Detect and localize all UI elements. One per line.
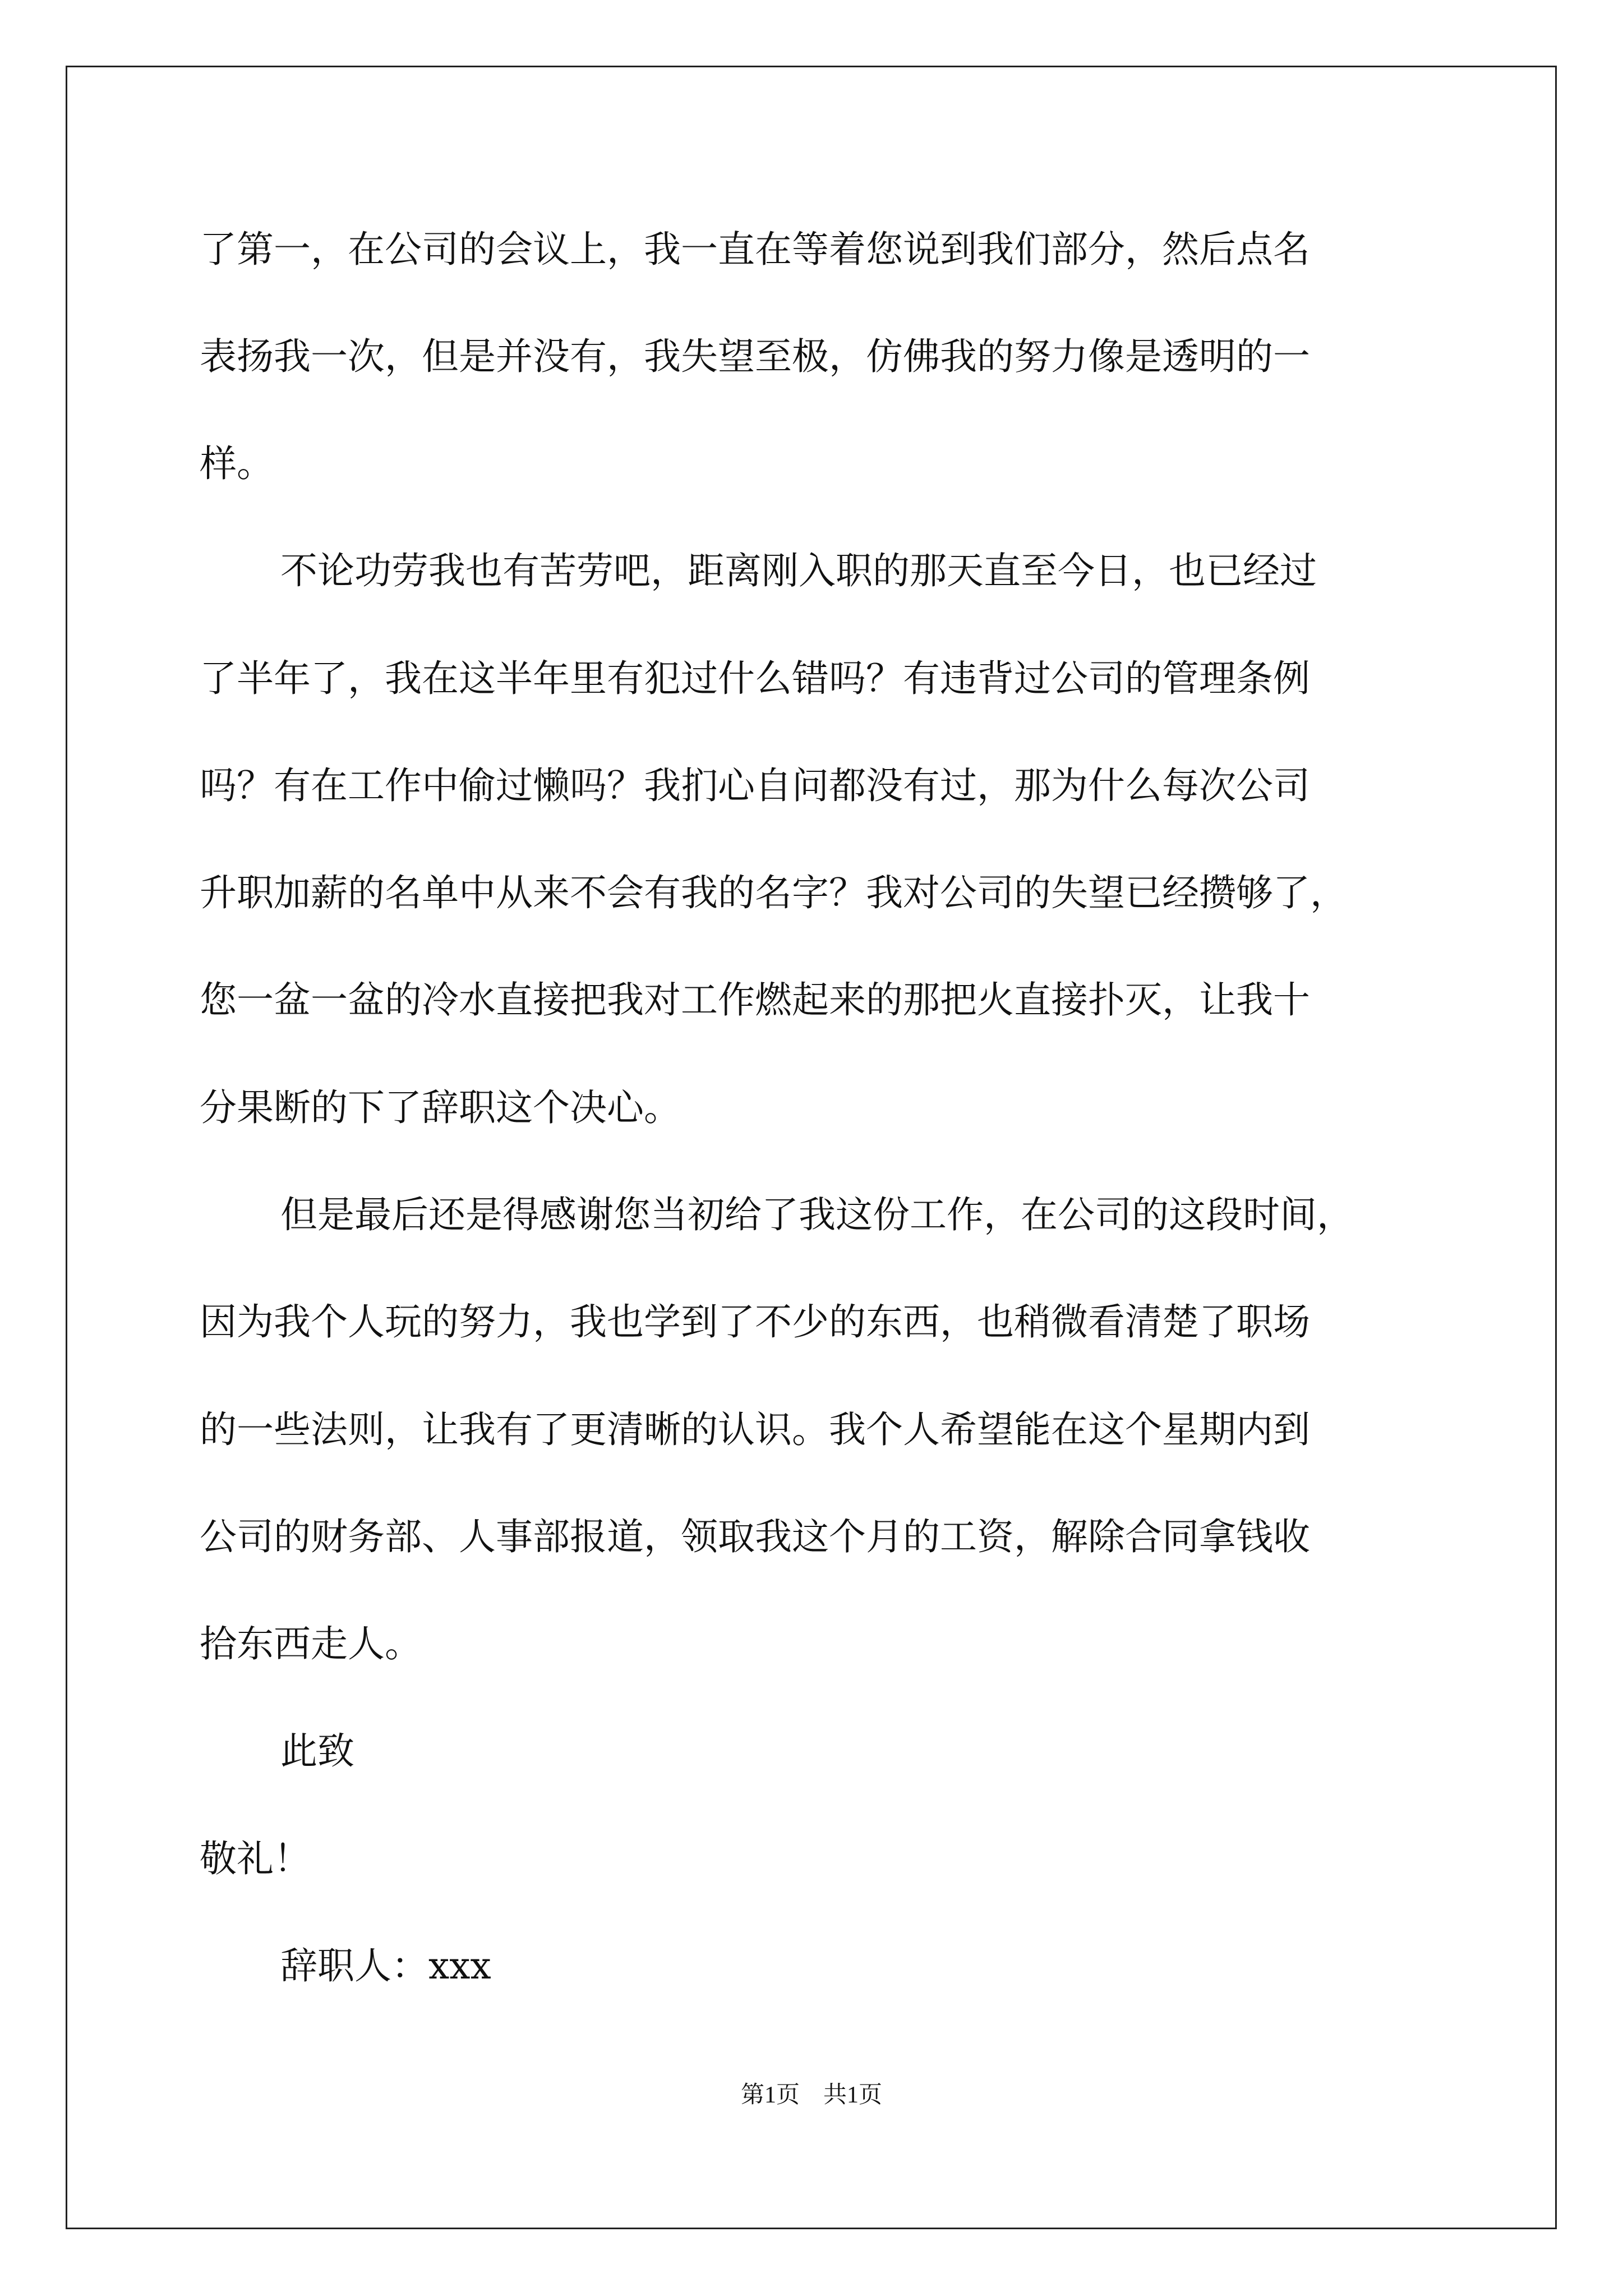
text-line: 您一盆一盆的冷水直接把我对工作燃起来的那把火直接扑灭，让我十: [200, 978, 1310, 1022]
text-line: 吗？有在工作中偷过懒吗？我扪心自问都没有过，那为什么每次公司: [200, 764, 1310, 807]
text-line: 拾东西走人。: [200, 1622, 422, 1665]
page-border: [66, 66, 1557, 2229]
closing-respect: 敬礼！: [200, 1837, 311, 1880]
text-line: 表扬我一次，但是并没有，我失望至极，仿佛我的努力像是透明的一: [200, 335, 1310, 378]
text-line: 因为我个人玩的努力，我也学到了不少的东西，也稍微看清楚了职场: [200, 1300, 1310, 1343]
text-line: 分果断的下了辞职这个决心。: [200, 1086, 681, 1129]
text-line: 但是最后还是得感谢您当初给了我这份工作，在公司的这段时间，: [280, 1193, 1354, 1236]
text-line: 的一些法则，让我有了更清晰的认识。我个人希望能在这个星期内到: [200, 1408, 1310, 1451]
text-line: 了半年了，我在这半年里有犯过什么错吗？有违背过公司的管理条例: [200, 657, 1310, 700]
text-line: 升职加薪的名单中从来不会有我的名字？我对公司的失望已经攒够了，: [200, 871, 1347, 914]
signature-line: 辞职人：xxx: [280, 1944, 491, 1987]
text-line: 不论功劳我也有苦劳吧，距离刚入职的那天直至今日，也已经过: [280, 549, 1317, 592]
text-line: 样。: [200, 442, 274, 485]
page-footer: 第1页 共1页: [740, 2082, 882, 2108]
closing-salutation: 此致: [280, 1729, 354, 1773]
text-line: 公司的财务部、人事部报道，领取我这个月的工资，解除合同拿钱收: [200, 1515, 1310, 1558]
text-line: 了第一，在公司的会议上，我一直在等着您说到我们部分，然后点名: [200, 228, 1310, 271]
